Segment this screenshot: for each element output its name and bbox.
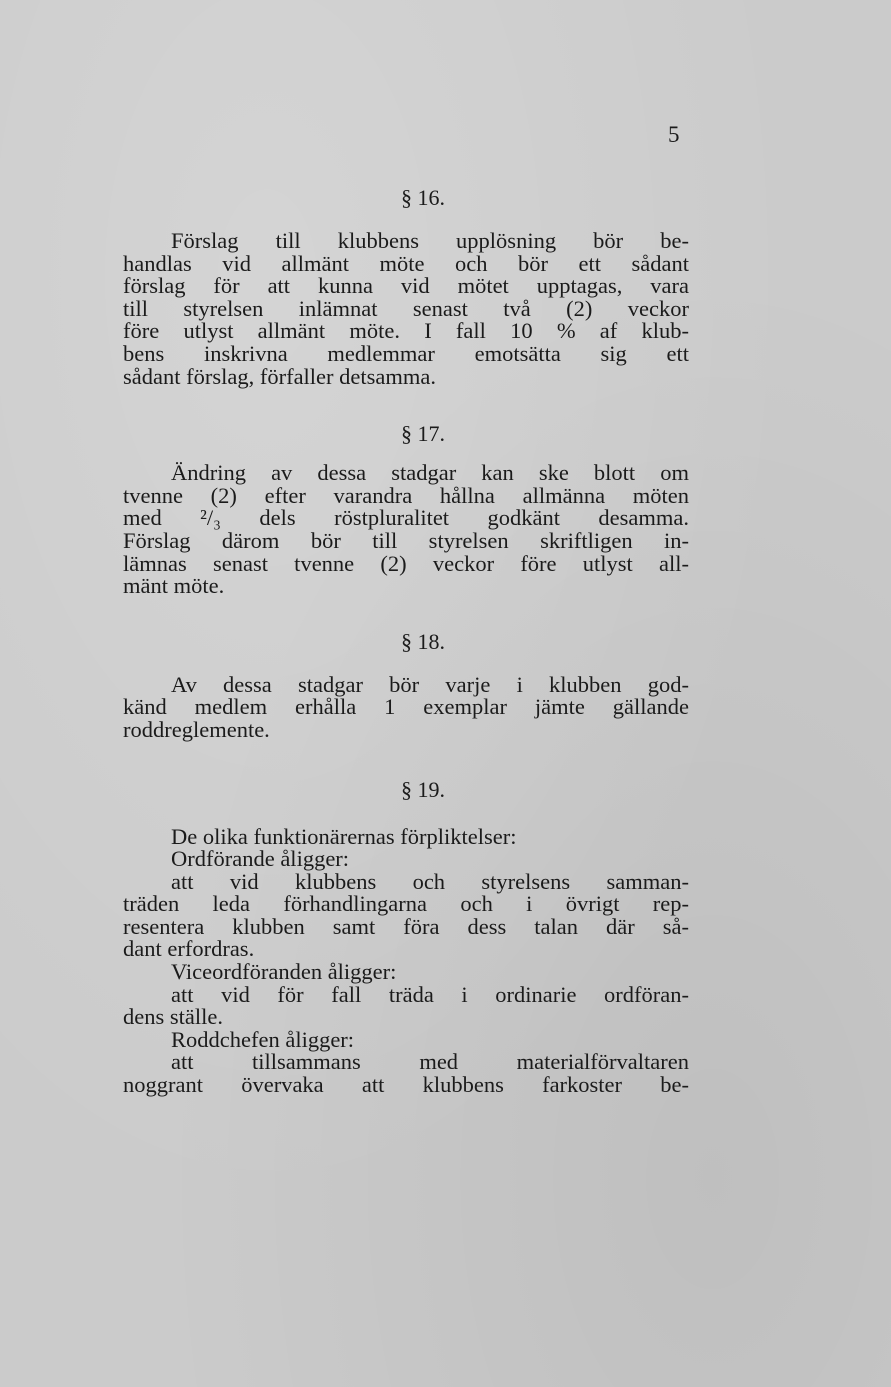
text-line: dant erfordras. bbox=[123, 936, 255, 962]
body-text bbox=[123, 180, 689, 1097]
text-line: Av dessa stadgar bör varje i klubben god- bbox=[171, 671, 689, 697]
text-line: att vid klubbens och styrelsens samman- bbox=[171, 868, 689, 894]
text-line: lämnas senast tvenne (2) veckor före utlyst all- bbox=[123, 550, 689, 576]
text-line: träden leda förhandlingarna och i övrigt rep- bbox=[123, 891, 689, 917]
page-number: 5 bbox=[668, 122, 680, 147]
text-line: före utlyst allmänt möte. I fall 10 % af klub- bbox=[123, 318, 689, 344]
text-line: Förslag därom bör till styrelsen skriftligen in- bbox=[123, 527, 689, 553]
text-line: roddreglemente. bbox=[123, 716, 270, 742]
text-line: Ändring av dessa stadgar kan ske blott om bbox=[171, 460, 689, 486]
section-heading-17: § 17. bbox=[401, 421, 445, 447]
section-heading-18: § 18. bbox=[401, 628, 445, 654]
paragraph-16 bbox=[123, 230, 689, 388]
text-line: med ²/₃ dels röstpluralitet godkänt desamma. bbox=[123, 505, 689, 531]
text-line: Viceordföranden åligger: bbox=[171, 959, 397, 985]
text-line: Förslag till klubbens upplösning bör be- bbox=[171, 228, 689, 253]
section-heading-16: § 16. bbox=[401, 185, 445, 210]
section-heading-19: § 19. bbox=[401, 776, 445, 802]
text-line: sådant förslag, förfaller detsamma. bbox=[123, 363, 437, 389]
text-line: resentera klubben samt föra dess talan där så- bbox=[123, 913, 689, 939]
text-line: tvenne (2) efter varandra hållna allmänna möten bbox=[123, 482, 689, 508]
paragraph-17 bbox=[123, 462, 689, 598]
text-line: Roddchefen åligger: bbox=[171, 1026, 355, 1052]
text-line: att tillsammans med materialförvaltaren bbox=[171, 1049, 689, 1075]
text-line: De olika funktionärernas förpliktelser: bbox=[171, 823, 517, 849]
text-line: noggrant övervaka att klubbens farkoster be- bbox=[123, 1072, 689, 1098]
text-line: känd medlem erhålla 1 exemplar jämte gällande bbox=[123, 694, 689, 720]
text-line: Ordförande åligger: bbox=[171, 846, 350, 872]
text-line: handlas vid allmänt möte och bör ett sådant bbox=[123, 250, 689, 276]
paragraph-19 bbox=[123, 823, 689, 1098]
text-line: att vid för fall träda i ordinarie ordföran- bbox=[171, 981, 689, 1007]
text-line: mänt möte. bbox=[123, 573, 225, 599]
text-line: till styrelsen inlämnat senast två (2) veckor bbox=[123, 295, 689, 321]
text-line: bens inskrivna medlemmar emotsätta sig ett bbox=[123, 340, 689, 366]
text-line: dens ställe. bbox=[123, 1004, 223, 1030]
paragraph-18 bbox=[123, 671, 689, 742]
text-line: förslag för att kunna vid mötet upptagas, vara bbox=[123, 273, 689, 299]
